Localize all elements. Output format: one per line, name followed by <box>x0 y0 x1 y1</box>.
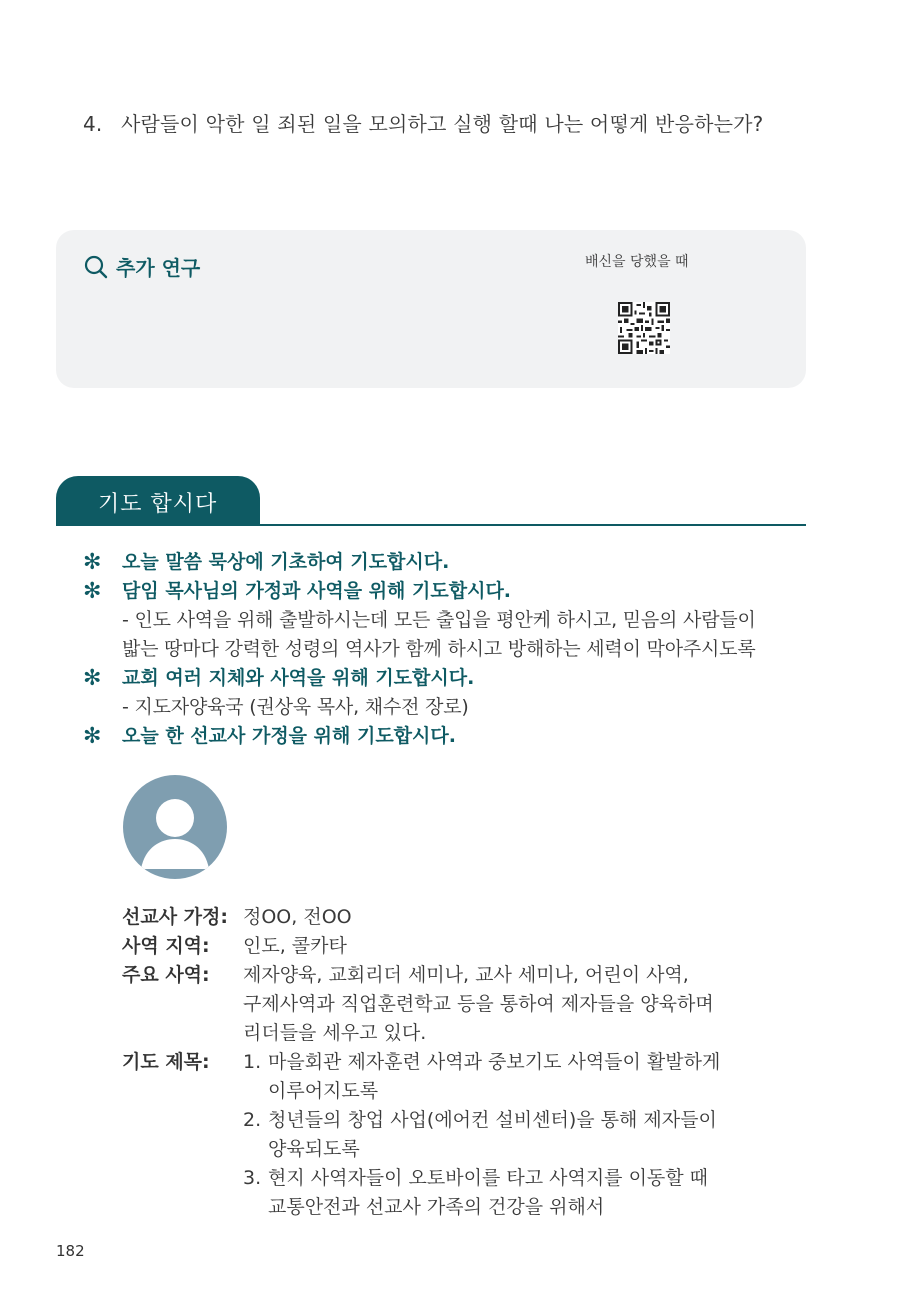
further-study-label: 추가 연구 <box>116 256 201 280</box>
topics-list <box>243 1048 822 1222</box>
topic-number: 3. <box>243 1167 262 1189</box>
region-row <box>122 932 822 961</box>
work-line: 제자양육, 교회리더 세미나, 교사 세미나, 어린이 사역, <box>243 964 689 986</box>
prayer-item-text: 오늘 말씀 묵상에 기초하여 기도합시다. <box>122 551 450 573</box>
asterisk-icon: ✻ <box>83 550 102 575</box>
page-number: 182 <box>56 1242 85 1260</box>
prayer-section-divider <box>56 524 806 526</box>
work-value <box>243 961 822 1048</box>
topic-text <box>268 1048 720 1106</box>
missionary-avatar <box>123 775 227 879</box>
topic-item <box>243 1164 822 1222</box>
prayer-item-text: 교회 여러 지체와 사역을 위해 기도합시다. <box>122 667 475 689</box>
prayer-item-text: 담임 목사님의 가정과 사역을 위해 기도합시다. <box>122 580 512 602</box>
prayer-item <box>83 722 813 751</box>
asterisk-icon: ✻ <box>83 579 102 604</box>
topic-text <box>268 1106 717 1164</box>
work-line: 리더들을 세우고 있다. <box>243 1022 427 1044</box>
asterisk-icon: ✻ <box>83 666 102 691</box>
family-value: 정OO, 전OO <box>243 906 352 928</box>
prayer-subtext: - 인도 사역을 위해 출발하시는데 모든 출입을 평안케 하시고, 믿음의 사람들이 <box>122 609 756 631</box>
topic-number: 1. <box>243 1051 262 1073</box>
region-value: 인도, 콜카타 <box>243 935 347 957</box>
further-study-box <box>56 230 806 388</box>
family-row <box>122 903 822 932</box>
topic-item <box>243 1048 822 1106</box>
topic-line: 양육되도록 <box>268 1138 360 1160</box>
topic-line: 청년들의 창업 사업(에어컨 설비센터)을 통해 제자들이 <box>268 1109 717 1131</box>
work-label: 주요 사역: <box>122 964 210 986</box>
topic-line: 마을회관 제자훈련 사역과 중보기도 사역들이 활발하게 <box>268 1051 721 1073</box>
question-4 <box>83 108 763 137</box>
prayer-item <box>83 548 813 577</box>
work-line: 구제사역과 직업훈련학교 등을 통하여 제자들을 양육하며 <box>243 993 714 1015</box>
prayer-subtext: 밟는 땅마다 강력한 성령의 역사가 함께 하시고 방해하는 세력이 막아주시도록 <box>122 638 756 660</box>
prayer-item <box>83 664 813 693</box>
prayer-item-text: 오늘 한 선교사 가정을 위해 기도합시다. <box>122 725 456 747</box>
prayer-list <box>83 548 813 751</box>
work-row <box>122 961 822 1048</box>
prayer-subtext: - 지도자양육국 (권상욱 목사, 채수전 장로) <box>122 696 469 718</box>
person-icon <box>123 775 227 879</box>
missionary-info <box>122 903 822 1222</box>
further-study-title <box>84 252 200 281</box>
topic-item <box>243 1106 822 1164</box>
question-text: 사람들이 악한 일 죄된 일을 모의하고 실행 할때 나는 어떻게 반응하는가? <box>121 112 764 136</box>
search-icon <box>84 255 108 279</box>
region-label: 사역 지역: <box>122 935 210 957</box>
topics-label: 기도 제목: <box>122 1051 210 1073</box>
topic-number: 2. <box>243 1109 262 1131</box>
prayer-item <box>83 577 813 606</box>
question-number: 4. <box>83 112 103 136</box>
prayer-section-tab <box>56 476 260 524</box>
topic-text <box>268 1164 708 1222</box>
study-link-label[interactable]: 배신을 당했을 때 <box>585 254 689 270</box>
topics-row <box>122 1048 822 1222</box>
topic-line: 교통안전과 선교사 가족의 건강을 위해서 <box>268 1196 605 1218</box>
family-label: 선교사 가정: <box>122 906 228 928</box>
qr-code-icon[interactable] <box>618 302 670 354</box>
topic-line: 현지 사역자들이 오토바이를 타고 사역지를 이동할 때 <box>268 1167 709 1189</box>
topic-line: 이루어지도록 <box>268 1080 379 1102</box>
prayer-section-title: 기도 합시다 <box>98 492 218 517</box>
asterisk-icon: ✻ <box>83 724 102 749</box>
